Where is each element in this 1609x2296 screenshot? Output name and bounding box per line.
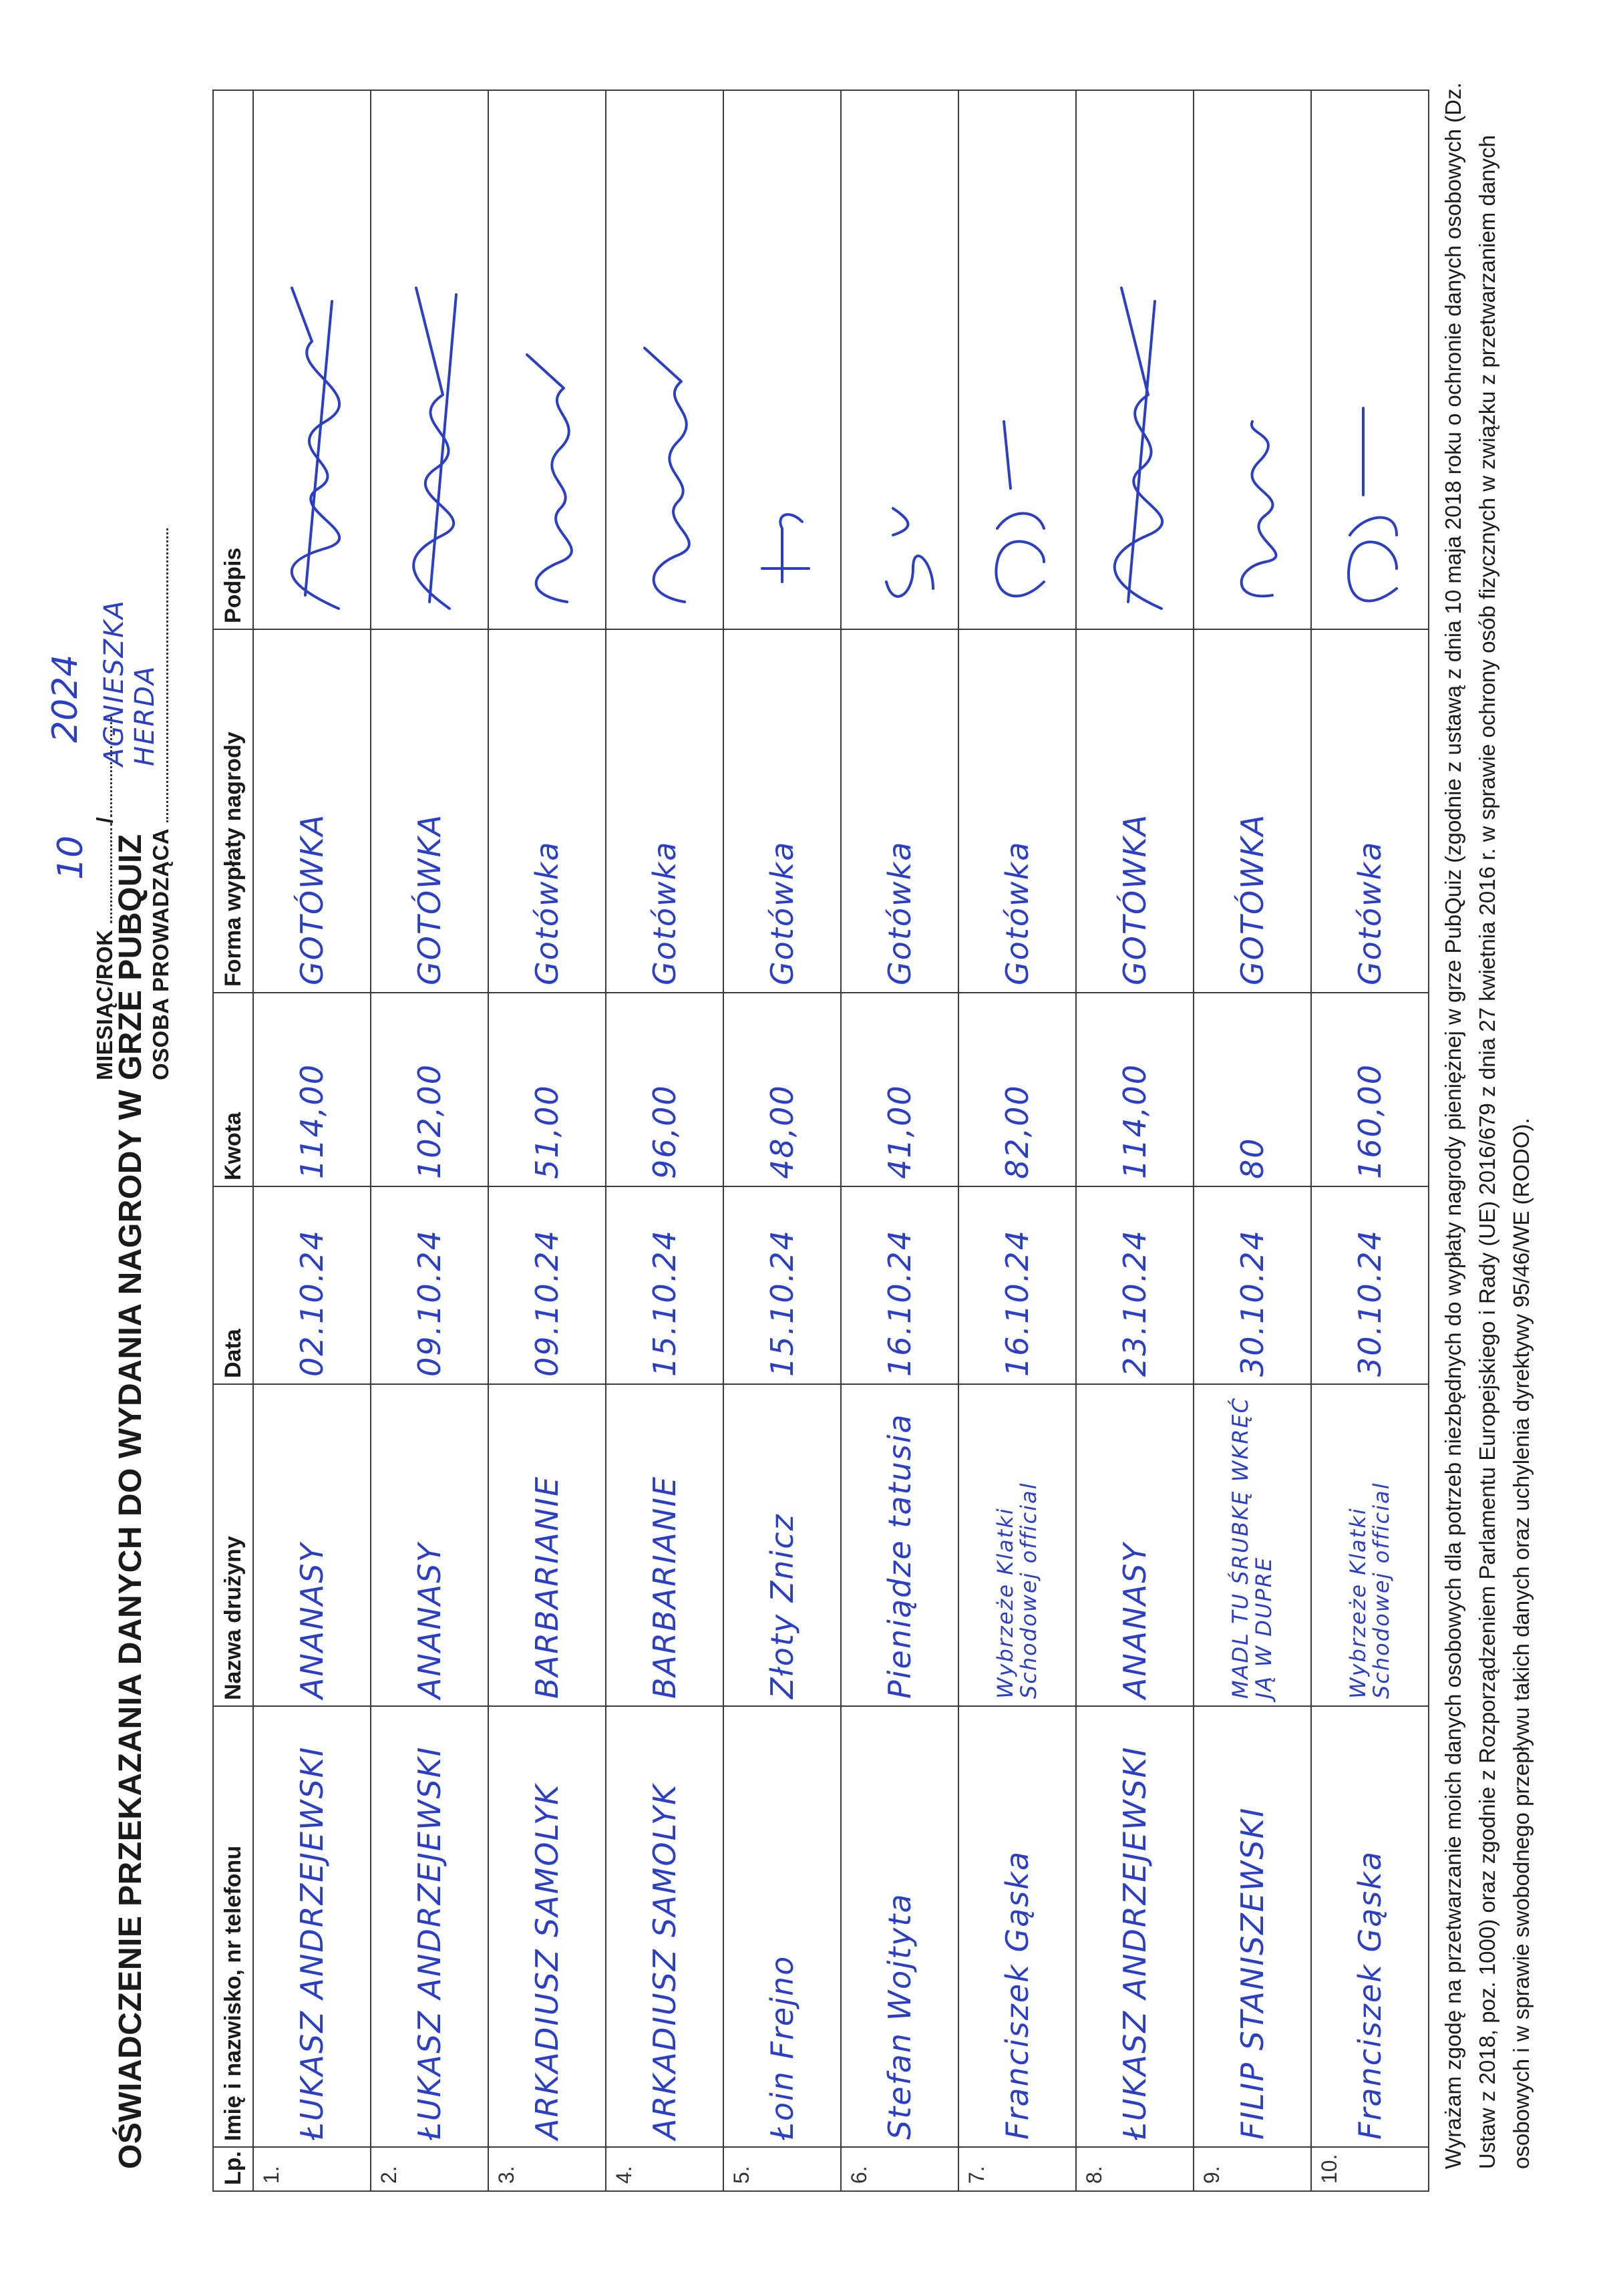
table-row bbox=[253, 90, 371, 2191]
signature-scribble bbox=[265, 275, 359, 622]
signature-scribble bbox=[500, 275, 594, 622]
row-amount: 80 bbox=[1194, 993, 1311, 1186]
row-team: Wybrzeże Klatki Schodowej official bbox=[1311, 1384, 1429, 1706]
row-name: Franciszek Gąska bbox=[958, 1706, 1076, 2147]
row-lp: 8. bbox=[1076, 2147, 1194, 2191]
row-lp: 1. bbox=[253, 2147, 371, 2191]
table-row bbox=[1076, 90, 1194, 2191]
row-payment: GOTÓWKA bbox=[1194, 629, 1311, 993]
row-lp: 5. bbox=[723, 2147, 841, 2191]
row-amount: 114,00 bbox=[1076, 993, 1194, 1186]
awards-table bbox=[212, 90, 1429, 2192]
row-payment: Gotówka bbox=[723, 629, 841, 993]
header-amount: Kwota bbox=[213, 993, 253, 1186]
row-signature bbox=[958, 90, 1076, 629]
consent-statement: Wyrażam zgodę na przetwarzanie moich danych osobowych dla potrzeb niezbędnych do wypłaty nagrody pieniężnej w grze PubQuiz (zgodnie z ustawą z dnia 10 maja 2018 roku o ochronie danych osobowych (Dz. Ustaw z 2018, poz. 1000) oraz zgodnie z Rozporządzeniem Parlamentu Europejskiego i Rady (UE) 2016/679 z dnia 27 kwietnia 2016 r. w sprawie ochrony osób fizycznych w związku z przetwarzaniem danych osobowych i w sprawie swobodnego przepływu takich danych oraz uchylenia dyrektywy 95/46/WE (RODO). bbox=[1441, 82, 1534, 2169]
row-signature bbox=[1311, 90, 1429, 629]
row-lp: 3. bbox=[488, 2147, 606, 2191]
row-date: 09.10.24 bbox=[488, 1186, 606, 1384]
row-signature bbox=[371, 90, 488, 629]
row-signature bbox=[1076, 90, 1194, 629]
table-row bbox=[371, 90, 488, 2191]
row-amount: 41,00 bbox=[841, 993, 958, 1186]
row-team: ANANASY bbox=[1076, 1384, 1194, 1706]
year-value: 2024 bbox=[45, 654, 85, 743]
row-date: 15.10.24 bbox=[606, 1186, 723, 1384]
table-row bbox=[606, 90, 723, 2191]
row-payment: Gotówka bbox=[606, 629, 723, 993]
table-row bbox=[723, 90, 841, 2191]
header-team: Nazwa drużyny bbox=[213, 1384, 253, 1706]
row-team: BARBARIANIE bbox=[606, 1384, 723, 1706]
row-signature bbox=[606, 90, 723, 629]
row-team: ANANASY bbox=[253, 1384, 371, 1706]
row-amount: 82,00 bbox=[958, 993, 1076, 1186]
row-lp: 2. bbox=[371, 2147, 488, 2191]
row-lp: 10. bbox=[1311, 2147, 1429, 2191]
row-date: 16.10.24 bbox=[958, 1186, 1076, 1384]
row-signature bbox=[1194, 90, 1311, 629]
header-payment: Forma wypłaty nagrody bbox=[213, 629, 253, 993]
signature-scribble bbox=[1323, 275, 1417, 622]
row-amount: 160,00 bbox=[1311, 993, 1429, 1186]
row-date: 09.10.24 bbox=[371, 1186, 488, 1384]
table-row bbox=[488, 90, 606, 2191]
signature-scribble bbox=[383, 275, 476, 622]
row-amount: 96,00 bbox=[606, 993, 723, 1186]
month-value: 10 bbox=[51, 835, 91, 880]
header-name: Imię i nazwisko, nr telefonu bbox=[213, 1706, 253, 2147]
row-payment: Gotówka bbox=[841, 629, 958, 993]
signature-scribble bbox=[853, 275, 946, 622]
row-payment: GOTÓWKA bbox=[371, 629, 488, 993]
month-year-label: MIESIĄC/ROK bbox=[92, 929, 117, 1080]
row-date: 15.10.24 bbox=[723, 1186, 841, 1384]
page-title: OŚWIADCZENIE PRZEKAZANIA DANYCH DO WYDANIA NAGRODY W GRZE PUBQUIZ bbox=[113, 834, 148, 2169]
row-name: ŁUKASZ ANDRZEJEWSKI bbox=[253, 1706, 371, 2147]
row-name: FILIP STANISZEWSKI bbox=[1194, 1706, 1311, 2147]
row-amount: 114,00 bbox=[253, 993, 371, 1186]
host-person-value: AGNIESZKA HERDA bbox=[99, 599, 160, 766]
row-team: BARBARIANIE bbox=[488, 1384, 606, 1706]
row-date: 23.10.24 bbox=[1076, 1186, 1194, 1384]
table-row bbox=[1194, 90, 1311, 2191]
row-signature bbox=[723, 90, 841, 629]
row-team: MADL TU ŚRUBKĘ WKRĘĆ JĄ W DUPRE bbox=[1194, 1384, 1311, 1706]
row-name: Łoin Frejno bbox=[723, 1706, 841, 2147]
header-signature: Podpis bbox=[213, 90, 253, 629]
row-lp: 9. bbox=[1194, 2147, 1311, 2191]
table-row bbox=[1311, 90, 1429, 2191]
row-lp: 7. bbox=[958, 2147, 1076, 2191]
header-lp: Lp. bbox=[213, 2147, 253, 2191]
row-date: 02.10.24 bbox=[253, 1186, 371, 1384]
row-amount: 102,00 bbox=[371, 993, 488, 1186]
table-row bbox=[958, 90, 1076, 2191]
row-signature bbox=[488, 90, 606, 629]
signature-scribble bbox=[735, 275, 829, 622]
row-lp: 4. bbox=[606, 2147, 723, 2191]
row-name: ARKADIUSZ SAMOLYK bbox=[488, 1706, 606, 2147]
signature-scribble bbox=[1088, 275, 1182, 622]
row-team: Wybrzeże Klatki Schodowej official bbox=[958, 1384, 1076, 1706]
row-name: Franciszek Gąska bbox=[1311, 1706, 1429, 2147]
signature-scribble bbox=[970, 275, 1064, 622]
row-payment: Gotówka bbox=[488, 629, 606, 993]
row-amount: 48,00 bbox=[723, 993, 841, 1186]
row-payment: GOTÓWKA bbox=[253, 629, 371, 993]
row-name: Stefan Wojtyta bbox=[841, 1706, 958, 2147]
row-signature bbox=[253, 90, 371, 629]
row-team: ANANASY bbox=[371, 1384, 488, 1706]
month-year-field: MIESIĄC/ROK / 10 2024 bbox=[45, 654, 117, 1080]
signature-scribble bbox=[618, 275, 711, 622]
row-date: 30.10.24 bbox=[1311, 1186, 1429, 1384]
header-date: Data bbox=[213, 1186, 253, 1384]
row-lp: 6. bbox=[841, 2147, 958, 2191]
table-header-row bbox=[213, 90, 253, 2191]
row-signature bbox=[841, 90, 958, 629]
row-payment: GOTÓWKA bbox=[1076, 629, 1194, 993]
row-payment: Gotówka bbox=[958, 629, 1076, 993]
row-date: 30.10.24 bbox=[1194, 1186, 1311, 1384]
row-amount: 51,00 bbox=[488, 993, 606, 1186]
row-name: ŁUKASZ ANDRZEJEWSKI bbox=[1076, 1706, 1194, 2147]
signature-scribble bbox=[1206, 275, 1299, 622]
row-payment: Gotówka bbox=[1311, 629, 1429, 993]
table-row bbox=[841, 90, 958, 2191]
row-name: ARKADIUSZ SAMOLYK bbox=[606, 1706, 723, 2147]
row-team: Pieniądze tatusia bbox=[841, 1384, 958, 1706]
host-person-label: OSOBA PROWADZĄCA bbox=[148, 828, 173, 1080]
row-name: ŁUKASZ ANDRZEJEWSKI bbox=[371, 1706, 488, 2147]
row-team: Złoty Znicz bbox=[723, 1384, 841, 1706]
row-date: 16.10.24 bbox=[841, 1186, 958, 1384]
